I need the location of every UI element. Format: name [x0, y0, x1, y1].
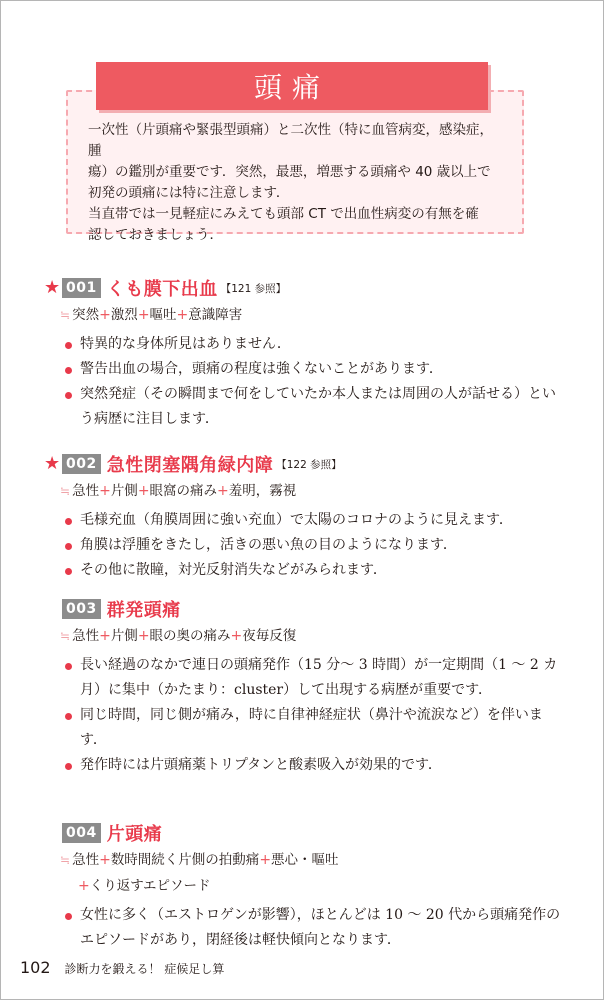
bullet-item: 突然発症（その瞬間まで何をしていたか本人または周囲の人が話せる）という病歴に注目します．: [64, 382, 564, 432]
keyword: 羞明，霧視: [228, 483, 297, 499]
section-number-badge: 004: [62, 823, 101, 843]
section-number-badge: 002: [62, 454, 101, 474]
keyword: 数時間続く片側の拍動痛: [110, 852, 260, 868]
keyword: 意識障害: [188, 307, 243, 323]
section-number-badge: 003: [62, 599, 101, 619]
keyword: 眼窩の痛み: [149, 483, 218, 499]
keyword: 嘔吐: [149, 307, 177, 323]
keyword: 急性: [72, 852, 100, 868]
approx-icon: ≒: [60, 629, 71, 643]
bullet-item: 角膜は浮腫をきたし，活きの悪い魚の目のようになります．: [64, 533, 564, 558]
section-header: [44, 597, 564, 621]
approx-icon: ≒: [60, 853, 71, 867]
bullet-item: 毛様充血（角膜周囲に強い充血）で太陽のコロナのように見えます．: [64, 508, 564, 533]
section-header: [44, 452, 564, 476]
keyword-line: [60, 625, 564, 647]
bullet-list: [64, 903, 564, 953]
plus-icon: +: [99, 852, 111, 868]
bullet-item: 同じ時間，同じ側が痛み，時に自律神経症状（鼻汁や流涙など）を伴います．: [64, 703, 564, 753]
keyword: 激烈: [110, 307, 138, 323]
section-reference: 【122 参照】: [276, 458, 342, 471]
keyword-line: [60, 849, 564, 871]
bullet-item: 特異的な身体所見はありません．: [64, 332, 564, 357]
keyword-line: [60, 304, 564, 326]
section-003: [44, 597, 564, 778]
approx-icon: ≒: [60, 484, 71, 498]
plus-icon: +: [137, 628, 150, 644]
intro-text: [88, 120, 504, 246]
bullet-item: 女性に多く（エストロゲンが影響），ほとんどは 10 ～ 20 代から頭痛発作のエピソードがあり，閉経後は軽快傾向となります．: [64, 903, 564, 953]
section-004: [44, 821, 564, 953]
section-reference: 【121 参照】: [220, 282, 287, 295]
bullet-list: [64, 653, 564, 778]
plus-icon: +: [99, 628, 111, 644]
intro-line: 一次性（片頭痛や緊張型頭痛）と二次性（特に血管病変，感染症，腫: [88, 122, 493, 159]
keyword: 片側: [110, 483, 138, 499]
bullet-list: [64, 332, 564, 432]
keyword: 片側: [110, 628, 138, 644]
section-header: [44, 821, 564, 845]
section-title: 急性閉塞隅角緑内障: [106, 455, 274, 476]
plus-icon: +: [99, 483, 111, 499]
title-banner: [96, 62, 488, 110]
keyword: 急性: [72, 483, 100, 499]
bullet-item: その他に散瞳，対光反射消失などがみられます．: [64, 558, 564, 583]
section-number-badge: 001: [62, 278, 101, 298]
plus-icon: +: [78, 878, 90, 894]
approx-icon: ≒: [60, 308, 71, 322]
bullet-item: 発作時には片頭痛薬トリプタンと酸素吸入が効果的です．: [64, 753, 564, 778]
section-title: 群発頭痛: [106, 600, 181, 621]
bullet-item: 長い経過のなかで連日の頭痛発作（15 分～ 3 時間）が一定期間（1 ～ 2 カ月）に集中（かたまり：cluster）して出現する病歴が重要です．: [64, 653, 564, 703]
plus-icon: +: [176, 307, 189, 323]
keyword-line-2: [60, 875, 564, 897]
section-002: [44, 452, 564, 583]
intro-line: 認しておきましょう．: [88, 227, 223, 243]
page-title: 頭痛: [253, 71, 330, 104]
page-number: 102: [20, 958, 51, 977]
bullet-item: 警告出血の場合，頭痛の程度は強くないことがあります．: [64, 357, 564, 382]
intro-line: 当直帯では一見軽症にみえても頭部 CT で出血性病変の有無を確: [88, 206, 479, 222]
intro-line: 初発の頭痛には特に注意します．: [88, 185, 290, 201]
keyword-line: [60, 480, 564, 502]
plus-icon: +: [137, 483, 150, 499]
footer: [20, 958, 224, 977]
keyword: 夜毎反復: [242, 628, 297, 644]
section-title: くも膜下出血: [106, 279, 218, 300]
star-icon: ★: [44, 453, 61, 474]
plus-icon: +: [259, 852, 272, 868]
plus-icon: +: [137, 307, 150, 323]
section-title: 片頭痛: [106, 824, 163, 845]
section-header: [44, 276, 564, 300]
keyword: 眼の奥の痛み: [149, 628, 231, 644]
plus-icon: +: [230, 628, 243, 644]
star-icon: ★: [44, 277, 61, 298]
keyword: 突然: [72, 307, 100, 323]
keyword: 急性: [72, 628, 100, 644]
book-title: 診断力を鍛える！ 症候足し算: [64, 962, 225, 976]
intro-line: 瘍）の鑑別が重要です．突然，最悪，増悪する頭痛や 40 歳以上で: [88, 164, 491, 180]
keyword: くり返すエピソード: [89, 878, 211, 894]
plus-icon: +: [99, 307, 111, 323]
keyword: 悪心・嘔吐: [271, 852, 339, 868]
bullet-list: [64, 508, 564, 583]
plus-icon: +: [217, 483, 229, 499]
section-001: [44, 276, 564, 432]
